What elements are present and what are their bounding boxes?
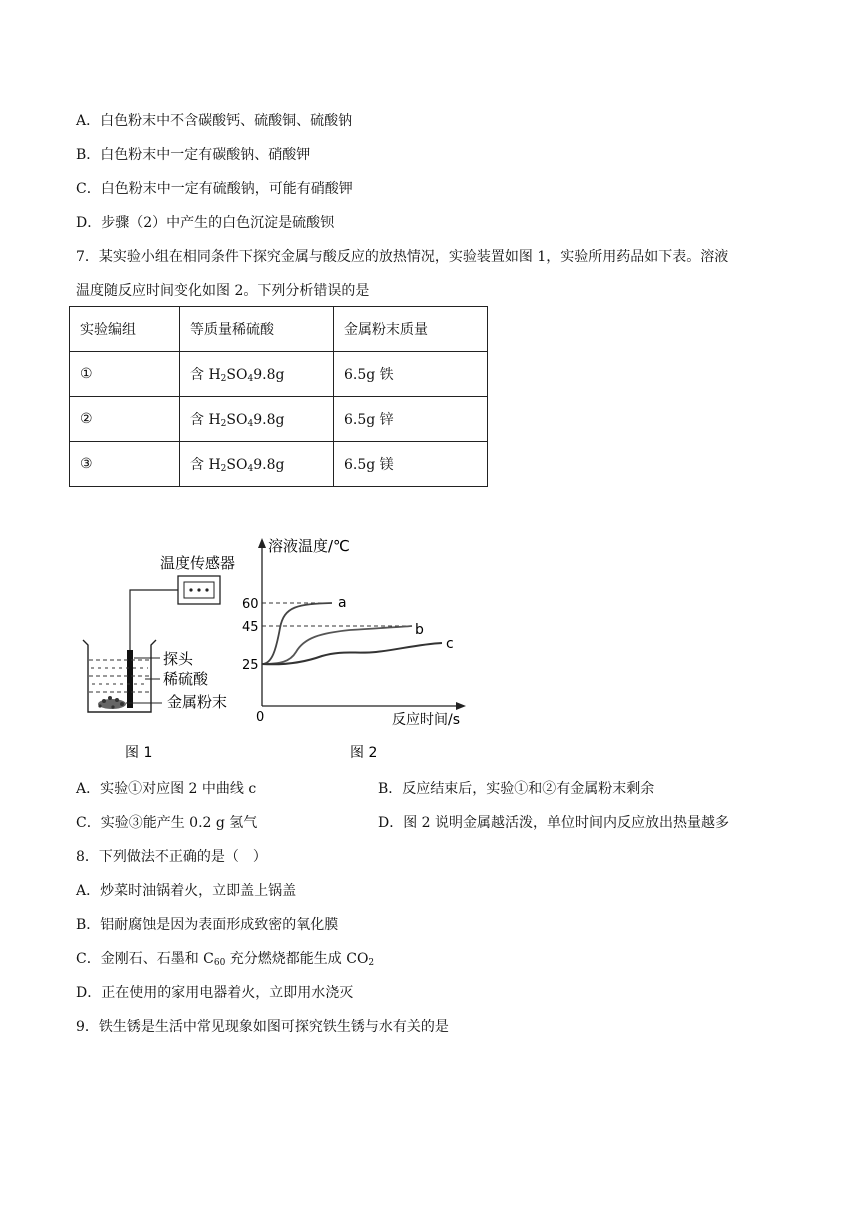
table-cell-id: ② bbox=[70, 397, 180, 442]
curve-b bbox=[262, 626, 412, 664]
q7-option-d: D．图 2 说明金属越活泼，单位时间内反应放出热量越多 bbox=[378, 815, 730, 831]
q6-option-c: C．白色粉末中一定有硫酸钠，可能有硝酸钾 bbox=[76, 181, 353, 197]
q7-option-c: C．实验③能产生 0.2 g 氢气 bbox=[76, 815, 258, 831]
q7-option-a: A．实验①对应图 2 中曲线 c bbox=[76, 781, 257, 797]
probe-label: 探头 bbox=[163, 650, 194, 668]
reagent-table bbox=[69, 306, 488, 487]
table-cell-acid: 含 $H_2SO_49.8g$ bbox=[180, 442, 334, 487]
x-axis-label: 反应时间/s bbox=[392, 712, 461, 728]
q6-option-d: D．步骤（2）中产生的白色沉淀是硫酸钡 bbox=[76, 215, 335, 231]
metal-powder bbox=[98, 696, 126, 709]
curve-c bbox=[262, 643, 442, 664]
sensor-dot bbox=[205, 588, 208, 591]
table-header-cell: 等质量稀硫酸 bbox=[180, 307, 334, 352]
sensor-dot bbox=[189, 588, 192, 591]
figure-1-caption: 图 1 bbox=[125, 745, 153, 761]
sensor-dot bbox=[197, 588, 200, 591]
figure-2-chart bbox=[242, 537, 466, 761]
q7-option-b: B．反应结束后，实验①和②有金属粉末剩余 bbox=[378, 781, 655, 797]
curve-label-b: b bbox=[415, 622, 424, 638]
table-row bbox=[70, 397, 488, 442]
table-cell-metal: 6.5g 铁 bbox=[334, 352, 488, 397]
q8-option-c: C．金刚石、石墨和 $C_{60}$ 充分燃烧都能生成 $CO_2$ bbox=[76, 951, 375, 968]
table-cell-acid: 含 $H_2SO_49.8g$ bbox=[180, 352, 334, 397]
q8-option-a: A．炒菜时油锅着火，立即盖上锅盖 bbox=[76, 883, 297, 899]
table-cell-metal: 6.5g 锌 bbox=[334, 397, 488, 442]
curve-label-c: c bbox=[446, 636, 454, 652]
q9-stem: 9．铁生锈是生活中常见现象如图可探究铁生锈与水有关的是 bbox=[76, 1019, 449, 1035]
q8-stem: 8．下列做法不正确的是（ ） bbox=[76, 849, 267, 865]
table-header-row bbox=[70, 307, 488, 352]
table-header-cell: 金属粉末质量 bbox=[334, 307, 488, 352]
probe bbox=[127, 650, 133, 708]
figure-2-caption: 图 2 bbox=[350, 745, 378, 761]
q6-option-a: A．白色粉末中不含碳酸钙、硫酸铜、硫酸钠 bbox=[76, 113, 353, 129]
table-row bbox=[70, 442, 488, 487]
table-cell-acid: 含 $H_2SO_49.8g$ bbox=[180, 397, 334, 442]
tick-label-25: 25 bbox=[242, 658, 259, 673]
q8-option-b: B．铝耐腐蚀是因为表面形成致密的氧化膜 bbox=[76, 917, 339, 933]
origin-label: 0 bbox=[256, 710, 265, 725]
y-axis-arrow bbox=[258, 538, 266, 548]
powder-label: 金属粉末 bbox=[167, 693, 228, 711]
tick-label-60: 60 bbox=[242, 597, 259, 612]
table-cell-id: ③ bbox=[70, 442, 180, 487]
curve-a bbox=[262, 603, 332, 664]
acid-label: 稀硫酸 bbox=[163, 670, 209, 688]
table-cell-id: ① bbox=[70, 352, 180, 397]
table-cell-metal: 6.5g 镁 bbox=[334, 442, 488, 487]
x-axis-arrow bbox=[456, 702, 466, 710]
acid-liquid bbox=[89, 660, 150, 692]
figure-1-apparatus bbox=[83, 554, 235, 761]
y-axis-label: 溶液温度/℃ bbox=[268, 537, 350, 555]
q7-stem-line2: 温度随反应时间变化如图 2。下列分析错误的是 bbox=[76, 283, 370, 299]
table-row bbox=[70, 352, 488, 397]
table-header-cell: 实验编组 bbox=[70, 307, 180, 352]
q7-stem-line1: 7．某实验小组在相同条件下探究金属与酸反应的放热情况，实验装置如图 1，实验所用药品如下表。溶液 bbox=[76, 249, 729, 265]
curve-label-a: a bbox=[338, 595, 347, 611]
q6-option-b: B．白色粉末中一定有碳酸钠、硝酸钾 bbox=[76, 147, 311, 163]
sensor-label: 温度传感器 bbox=[160, 554, 236, 572]
tick-label-45: 45 bbox=[242, 620, 259, 635]
figures bbox=[0, 520, 860, 770]
q8-option-d: D．正在使用的家用电器着火，立即用水浇灭 bbox=[76, 985, 354, 1001]
